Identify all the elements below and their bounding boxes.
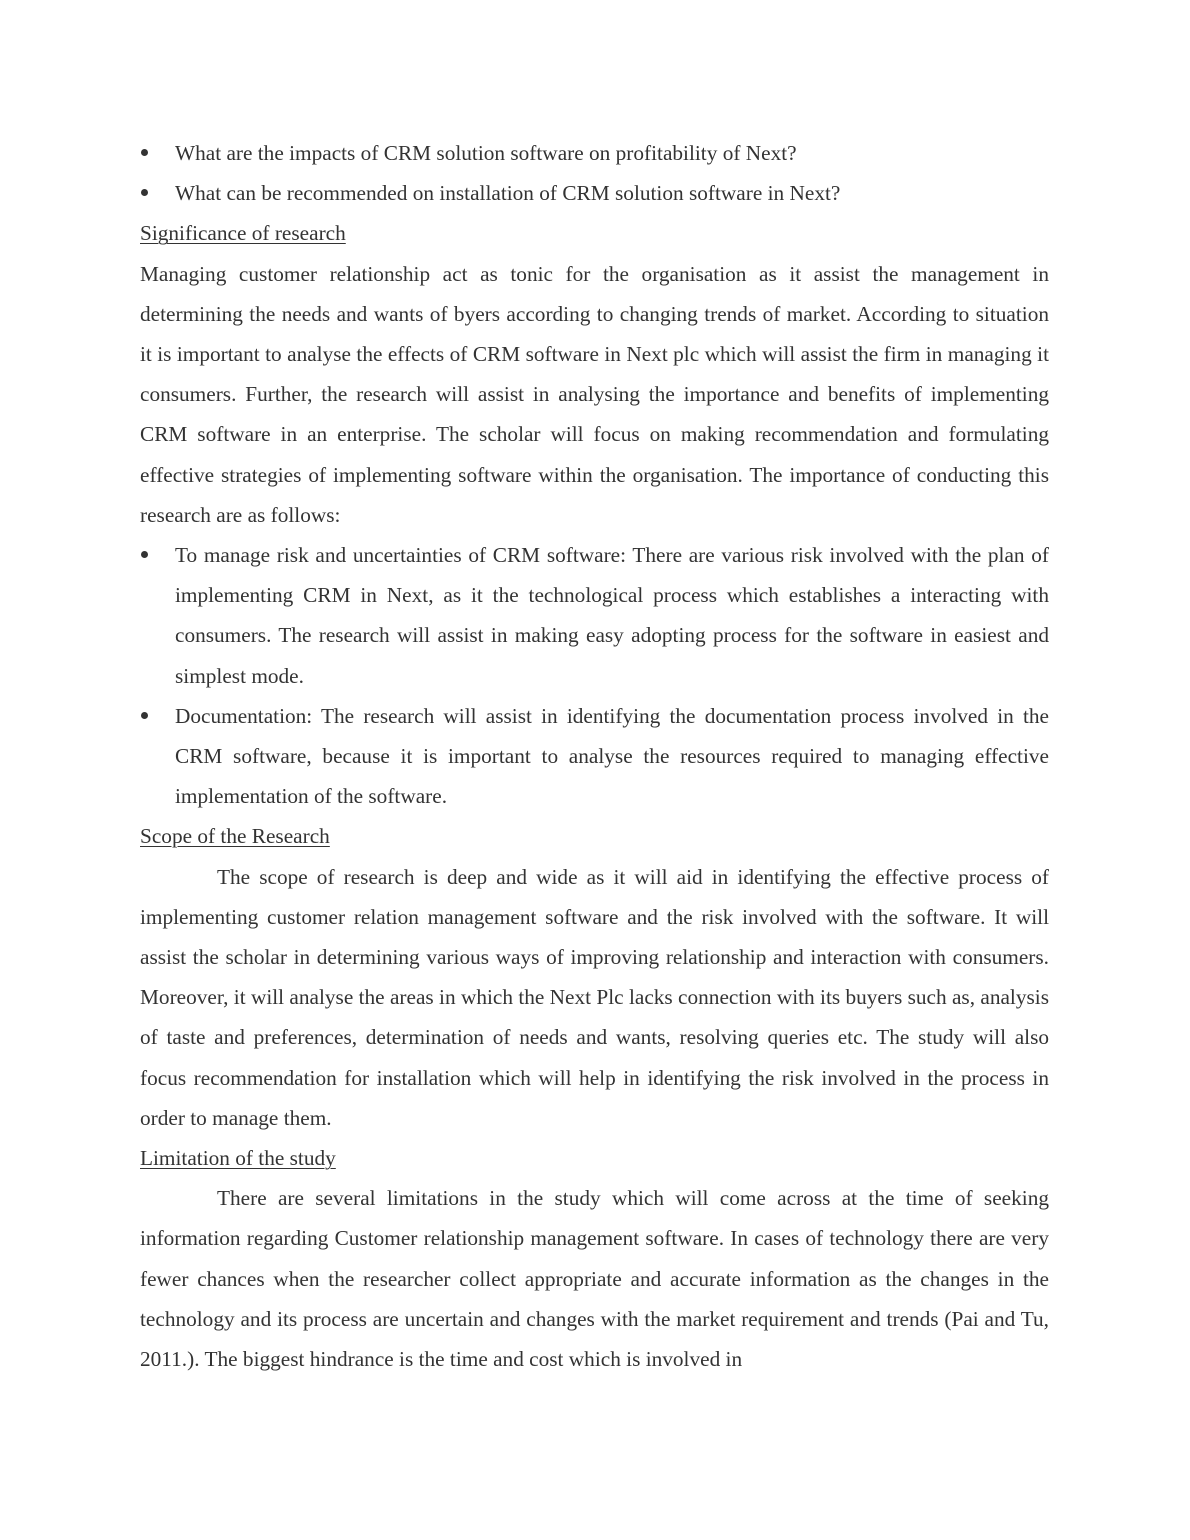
significance-bullet-text: To manage risk and uncertainties of CRM software: There are various risk involved with the plan of implementing CRM in Next, as it the technological process which establishes a interacting with consumers. The research will assist in making easy adopting process for the software in easiest and simplest mode. — [175, 543, 1049, 688]
bullet-icon — [141, 189, 148, 196]
scope-heading: Scope of the Research — [140, 824, 330, 849]
scope-paragraph: The scope of research is deep and wide as it will aid in identifying the effective process of implementing customer relation management software and the risk involved with the software. It will assist the scholar in determining various ways of improving relationship and interaction with consumers. Moreover, it will analyse the areas in which the Next Plc lacks connection with its buyers such as, analysis of taste and preferences, determination of needs and wants, resolving queries etc. The study will also focus recommendation for installation which will help in identifying the risk involved in the process in order to manage them. — [140, 864, 1049, 1130]
list-item — [140, 535, 1049, 696]
significance-bullet-text: Documentation: The research will assist in identifying the documentation process involved in the CRM software, because it is important to analyse the resources required to managing effective implementation of the software. — [175, 703, 1049, 809]
bullet-icon — [141, 149, 148, 156]
document-page — [140, 133, 1049, 1379]
significance-heading: Significance of research — [140, 221, 346, 246]
significance-list — [140, 535, 1049, 816]
bullet-icon — [141, 551, 148, 558]
bullet-icon — [141, 712, 148, 719]
research-questions-list — [140, 133, 1049, 213]
question-text: What can be recommended on installation of CRM solution software in Next? — [175, 181, 841, 206]
list-item — [140, 173, 1049, 213]
significance-paragraph: Managing customer relationship act as tonic for the organisation as it assist the management in determining the needs and wants of byers according to changing trends of market. According to situation it is important to analyse the effects of CRM software in Next plc which will assist the firm in managing it consumers. Further, the research will assist in analysing the importance and benefits of implementing CRM software in an enterprise. The scholar will focus on making recommendation and formulating effective strategies of implementing software within the organisation. The importance of conducting this research are as follows: — [140, 261, 1049, 527]
list-item — [140, 696, 1049, 817]
limitation-heading: Limitation of the study — [140, 1146, 336, 1171]
limitation-paragraph: There are several limitations in the study which will come across at the time of seeking information regarding Customer relationship management software. In cases of technology there are very fewer chances when the researcher collect appropriate and accurate information as the changes in the technology and its process are uncertain and changes with the market requirement and trends (Pai and Tu, 2011.). The biggest hindrance is the time and cost which is involved in — [140, 1186, 1049, 1372]
question-text: What are the impacts of CRM solution software on profitability of Next? — [175, 141, 797, 165]
list-item — [140, 133, 1049, 173]
